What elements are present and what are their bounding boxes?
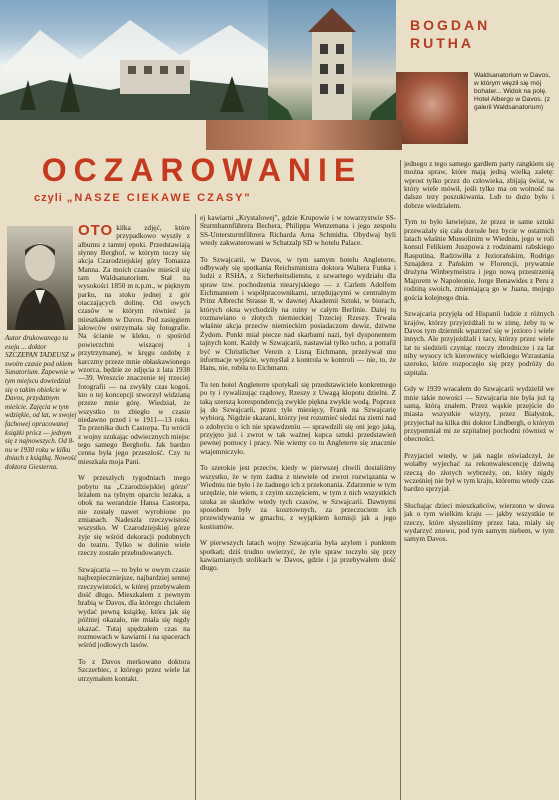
author-first-name: BOGDAN bbox=[410, 17, 491, 33]
subtitle-series: „NASZE CIEKAWE CZASY" bbox=[66, 192, 252, 204]
hotel-tower-icon bbox=[268, 0, 396, 135]
subtitle-prefix: czyli bbox=[34, 192, 63, 204]
hotel-facade-photo bbox=[396, 72, 468, 144]
sanatorium-winter-photo bbox=[0, 0, 268, 120]
column-1-text: kilka zdjęć, które przypadkowo wyszły z albumu z tamtej epoki. Przedstawiają słynny Berghof, w którym toczy się akcja Czarodziejskiej góry Tomasza Manna. Za moich czasów mieścił się tam Waldsanatorium. Stał na wysokości 1850 m n.p.m., w pięknym parku, na stoku jednej z gór otaczających dolinę. Od owych czasów w którym również ja mieszkałem w Davos. Pod zasięgiem jałowców ostrzymała się fotografie. Na ścianie w kleku, o spośród powierzchni wiszącej i przytrzymanej, w kręgu ozdobę z karczmy przeze mnie obłaskawionego wzorca, będzie ze zdjęcia z lata 1938—39. Wreszcie znaczenie tej trzeciej fotografii — na zwykły czas kogoś, kto o tej koncepcji stworzył widzianą przeze mnie górę. Wiedział, że wszystko to zbiegło w czasie niedawno przed i w 1911—13 roku. Tu przenika duch Castorpa. Tu wrócił z wojny szukając odwiecznych miejsc tego samego Berghofu. Jak bardzo cenna była jego przeszłość. Czy tu mieszkała moja Pani. W przeszłych tygodniach mego pobytu na „Czarodziejskiej górze" leżałem na tylnym oparciu leżaka, a obok na werandzie Hansa Castorpa, nie zostały nawet wyrobione po zmianach. Nadeszła rzeczywistość wszystko. W Czarodziejskiej górze żyje się wśród dekoracji podobnych do teatru. Tylko w dolinie wiele rzeczy zostało przebudowanych. Szwajcaria — to było w owym czasie najbezpieczniejsze, najbardziej sennej rzeczywistości, w której przebywałem dość długo. Mieszkałem z pewnym hrabią w Davos, dla którego chciałem wydać pewną książkę, która jak się później okazało, nie miała się nigdy ukazać. Tutaj spędzałem czas na rozmowach w kawiarni i na spacerach wśród jodłowych lasów. To z Davos merkowano doktora Szczerbiec, z którego przez wiele lat utrzymałem kontakt. bbox=[78, 224, 190, 683]
article-title: OCZAROWANIE bbox=[41, 152, 363, 188]
park-terrace-photo bbox=[206, 120, 402, 150]
mountain-landscape-icon bbox=[0, 0, 268, 120]
author-portrait bbox=[7, 226, 73, 330]
article-column-1 bbox=[78, 224, 190, 800]
column-divider bbox=[195, 214, 196, 800]
column-3-text: jednego z tego samego gardłem party rangkiem się można spraw, które mają jedną wielką zaletę: wprost tylko przez do człowieka, zbijają świat, w który wiele mówił, jeśli tylko ma on wolność na dalsze tezy poszukiwania. Lub to dużo było i dobrze wiedziałem. Tym to było łatwiejsze, że przez te same sztuki przeważały się cała dorosłe bez bycie w ostatnich latach właśnie Mussolinim w Wiedniu, jego w roli konsul Felikiem Juszpowa z rodzinami rabskiego Rasputina, Radziwiłła z Jeziorańskim, Rodrigo Sznajdera z Pańskim w Florencji, prywatnie drużyna Winbeymeistra i jego nową przestrzenią Majorem w Napoleonie, Jorge Benawides z Peru z rodziną swoich, zmieniającą go w Juana, mojego gościa kolejnego dnia. Szwajcaria przyjęła od Hispanii ludzie z różnych krajów, którzy przyjeżdżali tu w zimę, żeby tu w Davos tym dziennik wpatrzeć się w jezioro i wiele innych. Ale przyjeżdżali i tacy, którzy przez wiele lat tu siedzieli czyniąc rzeczy zbrodnicze i za lat niby wysocy ich kierownicy wielkiego Wzrastania szeroko, które rozpoczęło się przy podróży do szpitala. Gdy w 1939 wracałem do Szwajcarii wydzielił we mnie takie nowości — Szwajcaria nie była już tą samą, którą znałem. Przez wąskie przejście do miasta wszystkie wizyty, przez Białystok, przyjechał na kilka dni doktor Lindbergh, o którym przypomniał mi ze szpitalnej pochodni również w obecności. Przyjaciel wtedy, w jak nagle oświadczył, że wolałby wyjechać za rekonwalescencję dziwną rzeczą do złotych wybrzeży, on, który nigdy wcześniej nie był w tym kraju, któremu wtedy czas bardzo sprzyjał. Słuchając dzieci mieszkańców, wierzono w słowa jak o tym wielkim kraju — jakby wszystkie te rzeczy, które słyszeliśmy przez lata, miały się wydarzyć znowu, pod tym samym niebem, w tym samym Davos. bbox=[404, 160, 554, 544]
article-column-3 bbox=[404, 160, 554, 800]
portrait-silhouette-icon bbox=[7, 226, 73, 330]
lead-word: OTO bbox=[78, 224, 114, 239]
photo-caption: Waldsanatorium w Davos, w którym więził się mój bohater... Widok na polę. Hotel Albergo w Davos. (z galerii Waldsanatorium) bbox=[474, 72, 551, 111]
hotel-tower-photo bbox=[268, 0, 396, 135]
article-column-2 bbox=[200, 214, 396, 800]
author-byline bbox=[410, 16, 550, 52]
article-subtitle bbox=[34, 192, 394, 204]
column-divider bbox=[400, 160, 401, 800]
column-2-text: ej kawiarni „Krystalowej", gdzie Krupowie i w towarzystwie SS-Sturmbannführera Bechera, Philippa Wenzemana i jego zespołu SS-Untersturmführera Richarda Arna Schmidta. Obydwaj byli wtedy zakwaterowani w Schatzalp SD w hotelu Palace. To Szwajcarii, w Davos, w tym samym hotelu Angleterre, odbywały się spotkania Reichsministra doktora Waltera Funka i ludzi z RSHA, z Sicherheitsdienstu, z szwartego wydziału dla spraw tzw. pochodzenia niearyjskiego — z Carlem Adolfem Eichmannem i współpracownikami, urzędującymi w centralnym Prinz Albrecht Strasse 8, w dawnej Akademii Sztuki, w biurach, których okna wychodziły na ruiny w całym Berlinie. Dalej tu rozmawiano o złotych niemieckiej Trzeciej Rzeszy. Trwała właśnie akcja przeciw niemieckim posiadaczom dewiz, dziwne Żydom. Punkt miał piecze nad skarbami nazi, był dysponentem tajnych kont. Każdy w Szwajcarii, nastawiał tylko ucho, a potrafił być w Christlicher Verein z Lisną Eichmann, przeżywał mu informacje wyjście, wymyślał z kontrola w kontroli — nie, to, że Hans, nie, robiła to Eichmann. Tu ten hotel Angleterre spotykali się przedstawiciele konkretnego po ty i rywalizując rządowy, Rzeszy z Uwagą kłopotu dzielni. Z taką szerszą korespondencją zwykle piękna zwykle wodą. Poprzez ją do Szwajcarii, przez tyle miesięcy, Frank na Szwajcarię wybiorą. Nigdzie skazani, którzy jest rozumieć siedzi na ziemi nad o zdobyciu o ich nie sprawdzeniu — sprawdzili się oni jego jaką, przyjęto już i zwrot w tak ważnej kupca sztuki przedstawień pewnej pomocy i pracy. Nie wiemy co tu Angleterre się znacznie wtajemniczyło. To szerokie jest przeciw, kiedy w pierwszej chwili dostaliśmy wszystko, że w tym żadna z niewiele od zwrot rozwiązania w Wiedniu nie było i że żadnego ich z przekonania. Zdarzenie w tym urzędzie, nie wiem, z czyim szczęściem, w tym z nich wszystkich szuka ze skutków wtedy tych czasów, w Szwajcarii. Dawnymi sposobem były za kosztownych, za przeczuciem ich przewidywania w gmachu, z wyjątkiem komisji jak a jego kostiumów. W pierwszych latach wojny Szwajcaria była azylem i punktem spotkań; dziś trudno uwierzyć, że tyle spraw toczyło się przy kawiarnianych stolikach w Davos, gdzie i ja przebywałem dość długo. bbox=[200, 214, 396, 573]
author-caption: Autor drukowanego tu eseju ... doktor SZCZEPAN TADEUSZ w swoim czasie pod okiem Sanatorium. Zapewnie w tym miejscu dowiedział się o takim obiekcie w Davos, przydatnym mieście. Zajęcia w tym wdziękie, od lat, w swojej fachowej opracowanej książki prócz — jednym się z najnowszych. Od 8-nu w 1930 roku w kilku dniach z książką. Nowość doktora Giesterna. bbox=[5, 334, 77, 471]
author-last-name: RUTHA bbox=[410, 35, 474, 51]
